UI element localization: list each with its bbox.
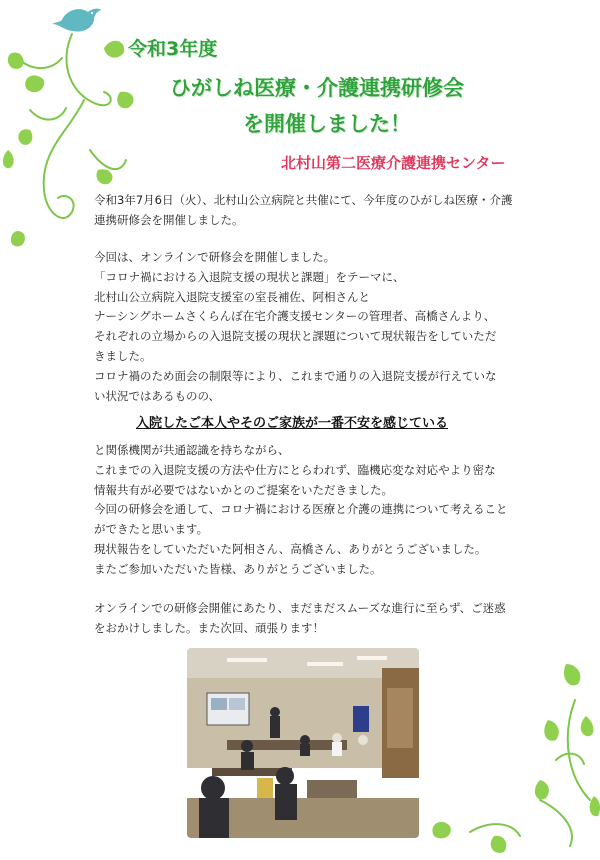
followup-paragraph [94,441,564,580]
report-paragraph [94,248,564,406]
workshop-photo [187,648,419,838]
emphasis-heading: 入院したご本人やそのご家族が一番不安を感じている [136,416,449,431]
intro-text: 令和3年7月6日（火）、北村山公立病院と共催にて、今年度のひがしね医療・介護 連携研修会を開催しました。 [94,193,513,227]
title-event-name: ひがしね医療・介護連携研修会 [170,76,464,100]
closing-text: オンラインでの研修会開催にあたり、まだまだスムーズな進行に至らず、ご迷惑 をおかけしました。また次回、頑張ります！ [94,601,506,635]
closing-paragraph [94,599,564,639]
intro-paragraph [94,191,564,231]
title-held: を開催しました！ [243,112,411,136]
organization-name: 北村山第二医療介護連携センター [281,154,506,172]
report-text: 今回は、オンラインで研修会を開催しました。 「コロナ禍における入退院支援の現状と課題」をテーマに、 北村山公立病院入退院支援室の室長補佐、阿相さんと ナーシングホームさくらんぼ在宅介護支援センターの管理者、高橋さんより、 それぞれの立場からの入退院支援の現状と課題について現状報告をしていただ きました。 コロナ禍のため面会の制限等により、これまで通りの入退院支援が行えていな い状況ではあるものの、 [94,250,497,403]
followup-text: と関係機関が共通認識を持ちながら、 これまでの入退院支援の方法や仕方にとらわれず、臨機応変な対応やより密な 情報共有が必要ではないかとのご提案をいただきました。 今回の研修会を通して、コロナ禍における医療と介護の連携について考えること ができたと思います。 現状報告をしていただいた阿相さん、高橋さん、ありがとうございました。 またご参加いただいた皆様、ありがとうございました。 [94,443,508,576]
bird-icon [52,9,101,32]
title-year: 令和3年度 [128,38,218,60]
